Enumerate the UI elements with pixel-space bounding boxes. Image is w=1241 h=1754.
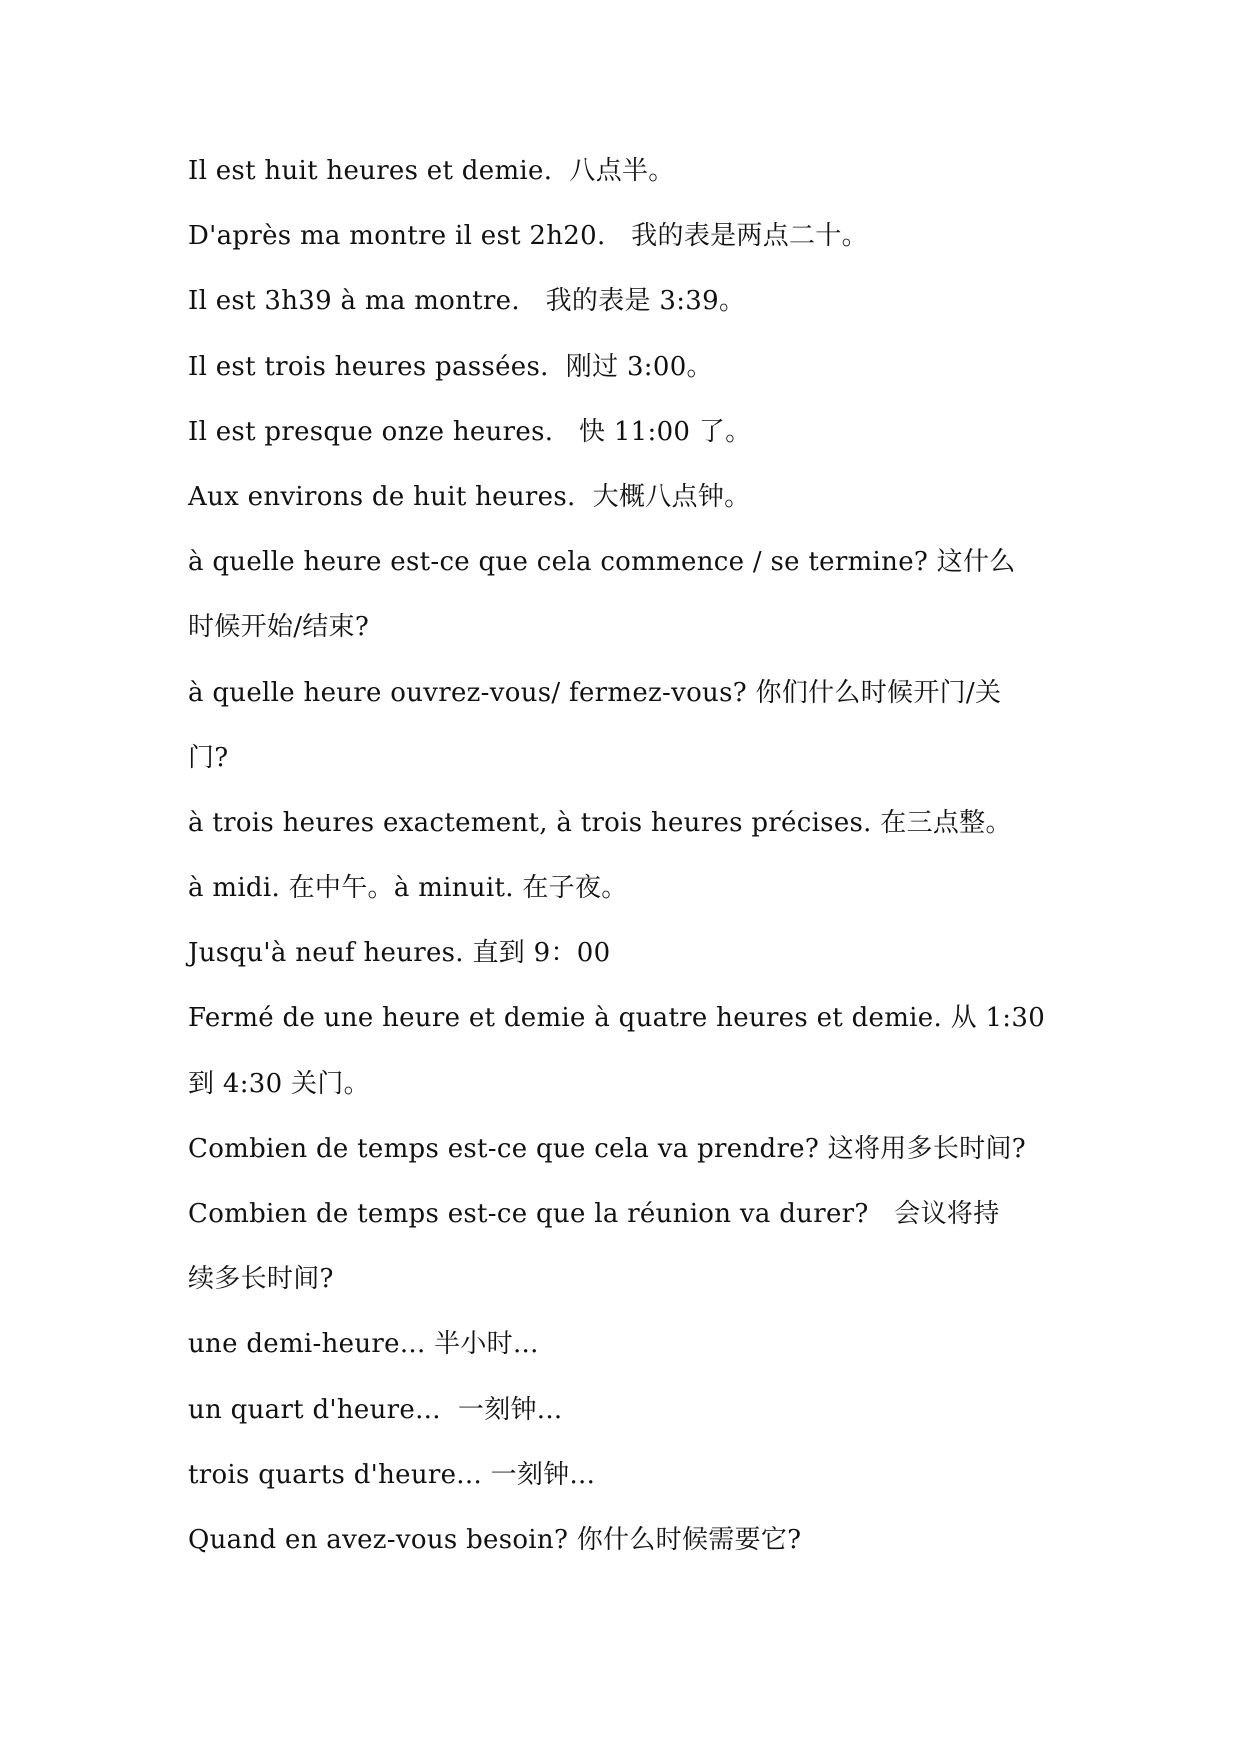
text-line: à quelle heure est-ce que cela commence / se termine? 这什么 [188, 547, 1016, 578]
document-body [188, 155, 1088, 1589]
text-line: 续多长时间? [188, 1264, 334, 1295]
text-line: Fermé de une heure et demie à quatre heures et demie. 从 1:30 [188, 1003, 1046, 1034]
text-line: Il est trois heures passées. 刚过 3:00。 [188, 351, 713, 382]
text-line: à trois heures exactement, à trois heures précises. 在三点整。 [188, 807, 1012, 838]
text-line: 到 4:30 关门。 [188, 1068, 370, 1099]
text-line: un quart d'heure... 一刻钟... [188, 1394, 563, 1425]
text-line: D'après ma montre il est 2h20. 我的表是两点二十。 [188, 221, 868, 252]
text-line: une demi-heure... 半小时... [188, 1329, 539, 1360]
text-line: Quand en avez-vous besoin? 你什么时候需要它? [188, 1524, 802, 1555]
text-line: trois quarts d'heure... 一刻钟... [188, 1459, 596, 1490]
text-line: Combien de temps est-ce que la réunion va durer? 会议将持 [188, 1199, 1000, 1229]
text-line: Combien de temps est-ce que cela va prendre? 这将用多长时间? [188, 1133, 1026, 1164]
text-line: Jusqu'à neuf heures. 直到 9：00 [188, 938, 611, 969]
text-line: 门? [188, 742, 229, 773]
text-line: à quelle heure ouvrez-vous/ fermez-vous? 你们什么时候开门/关 [188, 677, 1002, 708]
text-line: Aux environs de huit heures. 大概八点钟。 [188, 481, 751, 512]
text-line: 时候开始/结束? [188, 612, 370, 643]
text-line: Il est 3h39 à ma montre. 我的表是 3:39。 [188, 286, 746, 317]
text-line: Il est huit heures et demie. 八点半。 [188, 156, 675, 186]
text-line: Il est presque onze heures. 快 11:00 了。 [188, 416, 752, 447]
text-line: à midi. 在中午。à minuit. 在子夜。 [188, 873, 628, 904]
